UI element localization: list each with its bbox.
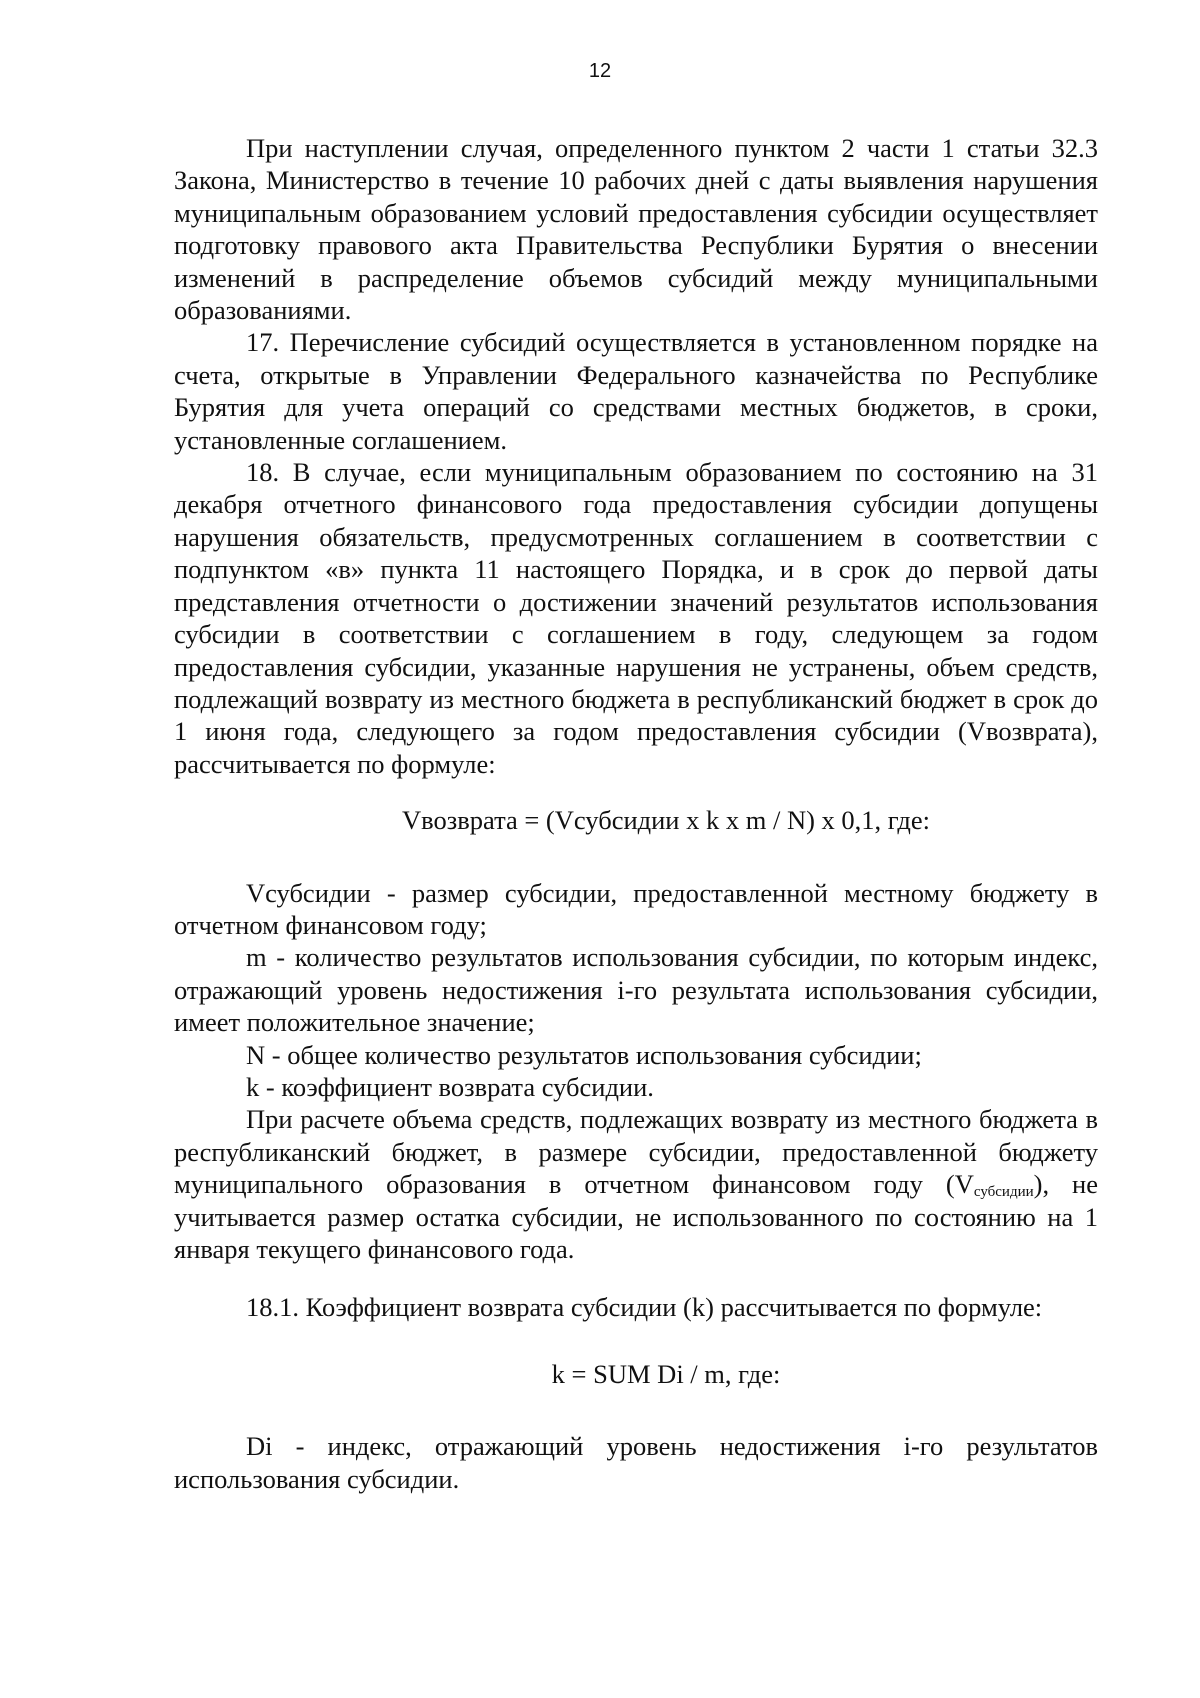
document-body [174,132,1098,1495]
definition-m: m - количество результатов использования субсидии, по которым индекс, отражающий уровень недостижения i-го результата использования субсидии, имеет положительное значение; [174,942,1098,1038]
calc-note-subscript: субсидии [973,1184,1034,1201]
formula-coefficient-k: k = SUM Di / m, где: [551,1358,781,1389]
definition-v-subsidy: Vсубсидии - размер субсидии, предоставленной местному бюджету в отчетном финансовом году; [174,877,1098,940]
paragraph-17: 17. Перечисление субсидий осуществляется в установленном порядке на счета, открытые в Управлении Федерального казначейства по Республике Бурятия для учета операций со средствами местных бюджетов, в сроки, установленные соглашением. [174,327,1098,455]
formula-return-volume: Vвозврата = (Vсубсидии x k x m / N) x 0,1, где: [402,805,930,836]
calc-note-text-start: При расчете объема средств, подлежащих возврату из местного бюджета в республиканский бюджет, в размере субсидии, предоставленной бюджету муниципального образования в отчетном финансовом году (V [174,1104,1098,1200]
calc-note-text-end: ), не учитывается размер остатка субсидии, не использованного по состоянию на 1 января текущего финансового года. [174,1169,1098,1264]
definition-k: k - коэффициент возврата субсидии. [246,1071,654,1102]
page-number: 12 [588,60,612,82]
paragraph-violation-case: При наступлении случая, определенного пунктом 2 части 1 статьи 32.3 Закона, Министерство в течение 10 рабочих дней с даты выявления нарушения муниципальным образованием условий предоставления субсидии осуществляет подготовку правового акта Правительства Республики Бурятия о внесении изменений в распределение объемов субсидий между муниципальными образованиями. [174,133,1098,326]
paragraph-18: 18. В случае, если муниципальным образованием по состоянию на 31 декабря отчетного финансового года предоставления субсидии допущены нарушения обязательств, предусмотренных соглашением в соответствии с подпунктом «в» пункта 11 настоящего Порядка, и в срок до первой даты представления отчетности о достижении значений результатов использования субсидии в соответствии с соглашением в году, следующем за годом предоставления субсидии, указанные нарушения не устранены, объем средств, подлежащий возврату из местного бюджета в республиканский бюджет в срок до 1 июня года, следующего за годом предоставления субсидии (Vвозврата), рассчитывается по формуле: [174,457,1098,779]
definition-n: N - общее количество результатов использования субсидии; [246,1039,922,1070]
definition-di: Di - индекс, отражающий уровень недостижения i-го результатов использования субсидии. [174,1431,1098,1494]
paragraph-calculation-note [174,1103,1098,1265]
paragraph-18-1: 18.1. Коэффициент возврата субсидии (k) рассчитывается по формуле: [246,1292,1043,1323]
